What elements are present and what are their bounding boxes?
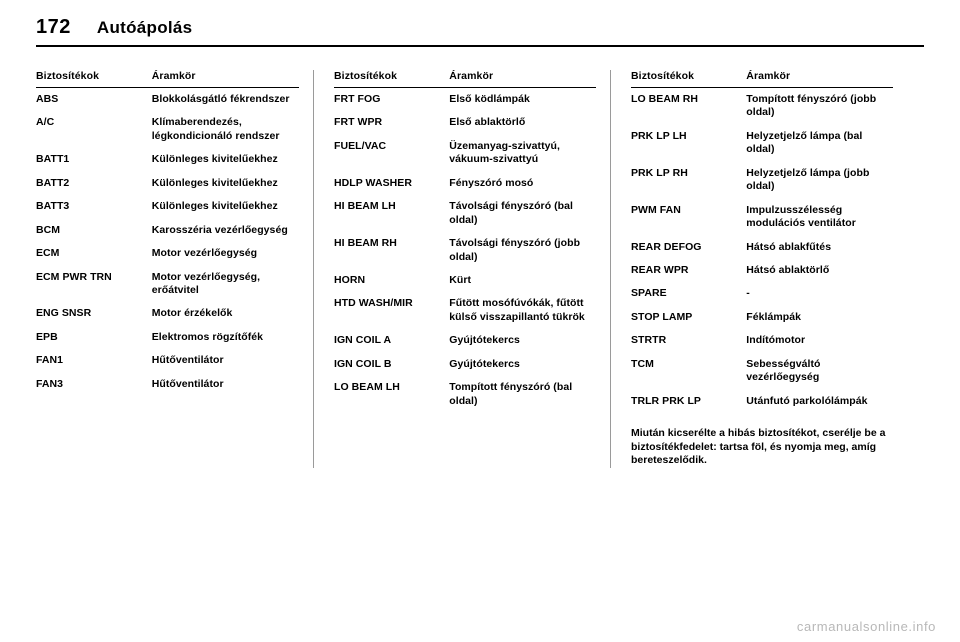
column-header-fuses: Biztosítékok [631,70,695,82]
fuse-name: ENG SNSR [36,307,92,320]
fuse-name: HI BEAM LH [334,200,396,213]
fuse-name: FAN1 [36,354,64,367]
column-2 [313,70,610,468]
table-row [334,376,596,413]
fuse-name: BCM [36,223,61,236]
column-header-circuit: Áramkör [151,70,196,82]
fuse-name: ECM PWR TRN [36,270,112,283]
fuse-circuit: - [746,287,750,300]
table-header-row [334,70,596,88]
fuse-table-2 [334,70,596,413]
table-row [36,111,299,148]
content-columns [36,70,926,468]
fuse-circuit: Helyzetjelző lámpa (bal oldal) [746,129,863,156]
table-row [36,373,299,396]
table-row [631,236,893,259]
header-divider [36,45,924,47]
column-header-circuit: Áramkör [746,70,791,82]
table-row [334,88,596,112]
fuse-circuit: Féklámpák [746,310,801,323]
fuse-name: ABS [36,93,59,105]
table-row [334,232,596,269]
table-row [334,353,596,376]
fuse-circuit: Hűtőventilátor [151,354,224,367]
fuse-name: FAN3 [36,377,64,390]
fuse-name: REAR WPR [631,263,689,276]
fuse-circuit: Üzemanyag-szivattyú, vákuum-szivattyú [449,139,560,166]
fuse-name: HDLP WASHER [334,176,412,189]
fuse-circuit: Helyzetjelző lámpa (jobb oldal) [746,166,870,193]
column-header-fuses: Biztosítékok [334,70,398,82]
table-row [334,135,596,172]
table-header-row [631,70,893,88]
fuse-name: TRLR PRK LP [631,394,701,407]
fuse-name: LO BEAM RH [631,93,698,105]
fuse-circuit: Különleges kivitelűekhez [151,153,278,166]
fuse-circuit: Karosszéria vezérlőegység [151,223,288,236]
fuse-circuit: Fűtött mosófúvókák, fűtött külső visszapillantó tükrök [449,297,585,323]
table-row [631,353,893,390]
fuse-circuit: Motor vezérlőegység [151,247,258,260]
fuse-circuit: Motor érzékelők [151,307,233,320]
fuse-circuit: Első ablaktörlő [449,116,526,129]
table-row [36,88,299,112]
fuse-circuit: Impulzusszélesség modulációs ventilátor [746,203,856,230]
table-row [631,329,893,352]
fuse-circuit: Tompított fényszóró (bal oldal) [449,381,573,407]
fuse-name: BATT1 [36,153,70,166]
fuse-name: PWM FAN [631,203,681,216]
table-row [631,390,893,413]
table-row [36,326,299,349]
table-row [36,195,299,218]
watermark-brand: carmanualsonline.info [796,619,936,634]
table-row [36,302,299,325]
fuse-circuit: Kürt [449,273,472,286]
fuse-name: LO BEAM LH [334,381,400,394]
table-row [334,195,596,232]
fuse-name: FUEL/VAC [334,139,387,152]
fuse-name: HORN [334,273,366,286]
fuse-circuit: Utánfutó parkolólámpák [746,394,868,407]
fuse-circuit: Fényszóró mosó [449,176,534,189]
table-row [36,148,299,171]
fuse-name: TCM [631,357,654,370]
fuse-circuit: Hűtőventilátor [151,377,224,390]
fuse-table-1 [36,70,299,396]
fuse-name: EPB [36,330,58,343]
fuse-table-3 [631,70,893,413]
fuse-circuit: Motor vezérlőegység, erőátvitel [151,270,261,296]
table-row [334,111,596,134]
table-row [334,172,596,195]
fuse-circuit: Távolsági fényszóró (jobb oldal) [449,237,581,263]
table-row [36,172,299,195]
fuse-name: IGN COIL B [334,357,392,370]
fuse-name: PRK LP RH [631,166,688,179]
page-header [36,16,924,47]
fuse-name: FRT WPR [334,116,383,129]
fuse-name: IGN COIL A [334,334,392,347]
fuse-circuit: Hátsó ablaktörlő [746,263,830,276]
table-row [631,306,893,329]
table-row [631,199,893,236]
column-1 [36,70,313,468]
table-row [334,292,596,329]
fuse-circuit: Klímaberendezés, légkondicionáló rendszer [151,116,280,142]
table-row [36,266,299,303]
table-row [631,162,893,199]
fuse-circuit: Elektromos rögzítőfék [151,330,264,343]
column-header-fuses: Biztosítékok [36,70,100,82]
page-title: Autóápolás [96,18,193,37]
fuse-circuit: Indítómotor [746,334,806,347]
table-row [631,282,893,305]
fuse-circuit: Első ködlámpák [449,93,530,105]
column-3 [610,70,907,468]
fuse-circuit: Különleges kivitelűekhez [151,200,278,213]
fuse-circuit: Gyújtótekercs [449,357,520,370]
column-header-circuit: Áramkör [449,70,494,82]
fuse-name: BATT2 [36,176,70,189]
table-row [36,219,299,242]
fuse-name: STRTR [631,334,667,347]
fuse-name: BATT3 [36,200,70,213]
table-row [334,269,596,292]
fuse-circuit: Sebességváltó vezérlőegység [746,357,821,384]
fuse-cover-note: Miután kicserélte a hibás biztosítékot, cserélje be a biztosítékfedelet: tartsa föl, és nyomja meg, amíg bereteszelődik. [631,427,886,467]
fuse-name: STOP LAMP [631,310,693,323]
fuse-circuit: Távolsági fényszóró (bal oldal) [449,200,573,226]
table-row [631,259,893,282]
fuse-name: ECM [36,247,60,260]
table-row [36,349,299,372]
table-row [334,329,596,352]
header-line [36,16,924,45]
fuse-name: HI BEAM RH [334,237,397,250]
fuse-circuit: Különleges kivitelűekhez [151,176,278,189]
fuse-name: REAR DEFOG [631,240,702,253]
fuse-circuit: Blokkolásgátló fékrendszer [151,93,290,105]
table-header-row [36,70,299,88]
fuse-name: SPARE [631,287,667,300]
fuse-name: HTD WASH/MIR [334,297,413,310]
table-row [36,242,299,265]
fuse-name: A/C [36,116,55,129]
fuse-circuit: Hátsó ablakfűtés [746,240,832,253]
fuse-name: FRT FOG [334,93,381,105]
fuse-circuit: Tompított fényszóró (jobb oldal) [746,93,877,119]
fuse-name: PRK LP LH [631,129,687,142]
table-row [631,125,893,162]
fuse-circuit: Gyújtótekercs [449,334,520,347]
table-row [631,88,893,125]
page-number: 172 [36,16,71,38]
